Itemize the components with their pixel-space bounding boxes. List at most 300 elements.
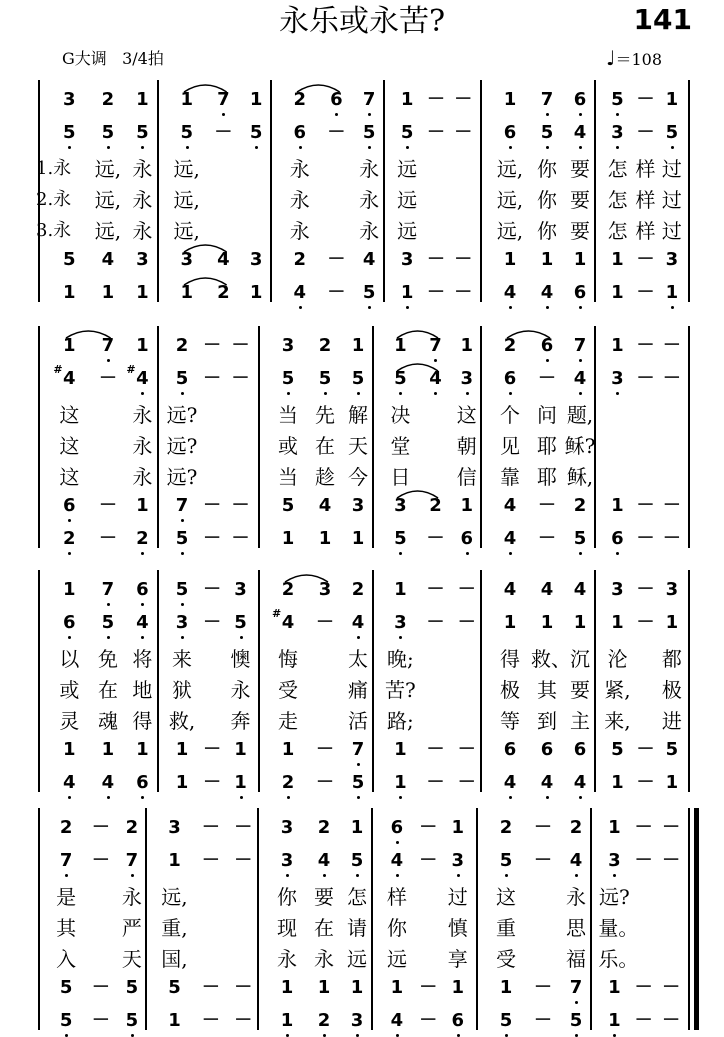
lower-octave-dot	[141, 552, 144, 555]
lyric-syllable: 以	[59, 647, 80, 671]
tenor-note: 5	[281, 495, 295, 516]
lyric-syllable: 主	[570, 709, 590, 733]
lyric-syllable: 悔	[278, 647, 298, 671]
tenor-note: 1	[281, 739, 295, 760]
bass-note: 5	[59, 1010, 73, 1031]
lower-octave-dot	[131, 874, 134, 877]
bass-note: 4	[390, 1010, 404, 1031]
lyric-syllable: 极	[500, 678, 520, 702]
lyric-syllable: 永	[230, 678, 251, 702]
slur	[182, 274, 229, 286]
soprano-note: 2	[318, 335, 332, 356]
lyric-syllable: 日	[390, 465, 411, 489]
lyric-syllable: 慎	[447, 916, 468, 940]
lower-octave-dot	[107, 146, 110, 149]
bass-note: 1	[280, 1010, 294, 1031]
soprano-note: 7	[573, 335, 587, 356]
lyric-syllable: 先	[315, 403, 335, 427]
lyric-syllable: 苦?	[385, 678, 416, 702]
lower-octave-dot	[107, 359, 110, 362]
lyric-syllable: 远,	[173, 188, 200, 212]
bass-note: －	[419, 1010, 438, 1031]
soprano-note: 3	[665, 579, 679, 600]
tenor-note: －	[634, 977, 653, 998]
soprano-note: 2	[101, 89, 115, 110]
lower-octave-dot	[68, 796, 71, 799]
alto-note: 1	[168, 850, 181, 871]
bass-note: －	[427, 282, 446, 303]
lyric-syllable: 过	[661, 219, 682, 243]
barline	[688, 80, 690, 302]
alto-note: 3	[175, 612, 189, 633]
lyric-syllable: 过	[447, 885, 468, 909]
lyric-syllable: 入	[56, 947, 77, 971]
lyric-syllable: 活	[348, 709, 368, 733]
bass-note: －	[426, 528, 445, 549]
barline	[688, 570, 690, 792]
bass-note: －	[316, 772, 334, 793]
alto-note: 1	[573, 612, 587, 633]
alto-note: 4	[429, 368, 442, 389]
tenor-note: 3	[665, 249, 679, 270]
soprano-note: －	[634, 817, 653, 838]
alto-note: 3	[394, 612, 407, 633]
alto-note: 5	[400, 122, 414, 143]
lyric-syllable: 永	[289, 188, 310, 212]
tenor-note: 3	[394, 495, 407, 516]
bass-note: 6	[136, 772, 149, 793]
lyric-syllable: 紧,	[604, 678, 631, 702]
soprano-note: 4	[540, 579, 554, 600]
lyric-syllable: 永	[566, 885, 586, 909]
lyric-syllable: 永	[132, 188, 153, 212]
lyric-syllable: 永	[359, 219, 380, 243]
barline	[38, 326, 40, 548]
alto-note: 4	[136, 368, 149, 389]
tenor-note: －	[457, 739, 476, 760]
barline	[688, 326, 690, 548]
lower-octave-dot	[368, 146, 371, 149]
tenor-note: 2	[573, 495, 587, 516]
lower-octave-dot	[509, 392, 512, 395]
lower-octave-dot	[457, 874, 460, 877]
lyric-syllable: 都	[661, 647, 682, 671]
soprano-note: 1	[394, 335, 407, 356]
lower-octave-dot	[141, 796, 144, 799]
lower-octave-dot	[335, 113, 338, 116]
soprano-note: 2	[351, 579, 365, 600]
soprano-note: 2	[175, 335, 189, 356]
soprano-note: 7	[217, 89, 230, 110]
tenor-note: 4	[318, 495, 332, 516]
barline	[38, 808, 40, 1030]
barline	[480, 80, 482, 302]
lyric-syllable: 样	[635, 157, 656, 181]
lower-octave-dot	[579, 552, 582, 555]
barline	[480, 570, 482, 792]
alto-note: 5	[175, 368, 189, 389]
tenor-note: 4	[503, 495, 517, 516]
alto-note: －	[98, 368, 117, 389]
tempo-marking	[606, 46, 662, 70]
lyric-syllable: 思	[566, 916, 586, 940]
alto-note: 5	[665, 122, 679, 143]
tenor-note: 6	[503, 739, 517, 760]
tenor-note: 1	[63, 739, 76, 760]
lower-octave-dot	[141, 392, 144, 395]
barline	[38, 570, 40, 792]
lower-octave-dot	[509, 306, 512, 309]
lower-octave-dot	[141, 636, 144, 639]
soprano-note: 6	[540, 335, 554, 356]
tenor-note: 3	[249, 249, 263, 270]
bass-note: －	[636, 282, 655, 303]
lower-octave-dot	[466, 552, 469, 555]
lyric-syllable: 远,	[161, 885, 188, 909]
lower-octave-dot	[107, 603, 110, 606]
lyric-syllable: 远,	[496, 188, 524, 212]
barline	[258, 570, 260, 792]
lyric-syllable: 朝	[456, 434, 477, 458]
tenor-note: 4	[217, 249, 230, 270]
key-time-signature	[62, 46, 164, 69]
alto-note: 6	[503, 368, 517, 389]
alto-note: －	[419, 850, 438, 871]
bass-note: 6	[573, 282, 587, 303]
bass-note: 1	[394, 772, 407, 793]
slur	[283, 571, 330, 583]
bass-note: －	[636, 772, 655, 793]
alto-note: －	[426, 612, 445, 633]
bass-note: 1	[665, 282, 679, 303]
alto-note: 3	[451, 850, 464, 871]
lower-octave-dot	[357, 636, 360, 639]
alto-note: 5	[101, 122, 115, 143]
tenor-note: －	[419, 977, 438, 998]
soprano-note: －	[426, 579, 445, 600]
barline	[270, 80, 272, 302]
lyric-syllable: 魂	[97, 709, 118, 733]
lower-octave-dot	[671, 146, 674, 149]
lower-octave-dot	[299, 146, 302, 149]
verse-2-start: 2.永	[36, 189, 72, 210]
tenor-note: －	[636, 495, 655, 516]
alto-note: 5	[281, 368, 295, 389]
alto-note: 5	[101, 612, 115, 633]
lyric-syllable: 趁	[315, 465, 335, 489]
bass-note: 5	[175, 528, 189, 549]
soprano-note: 1	[460, 335, 473, 356]
bass-note: －	[98, 528, 117, 549]
lyric-syllable: 问	[537, 403, 557, 427]
lower-octave-dot	[546, 113, 549, 116]
lower-octave-dot	[434, 392, 437, 395]
lower-octave-dot	[406, 306, 409, 309]
tenor-note: 1	[394, 739, 407, 760]
tenor-note: 1	[101, 739, 115, 760]
alto-note: －	[91, 850, 110, 871]
alto-note: 4	[569, 850, 583, 871]
soprano-note: 1	[63, 579, 76, 600]
lyric-syllable: 或	[59, 678, 80, 702]
lyric-syllable: 重	[496, 916, 516, 940]
bass-note: 1	[665, 772, 679, 793]
alto-note: 5	[318, 368, 332, 389]
alto-note: 4	[63, 368, 76, 389]
lower-octave-dot	[181, 636, 184, 639]
lyric-syllable: 过	[661, 157, 682, 181]
soprano-note: 1	[136, 89, 149, 110]
soprano-note: －	[203, 335, 222, 356]
bass-note: 1	[351, 528, 365, 549]
alto-note: 4	[573, 122, 587, 143]
bass-note: 4	[540, 772, 554, 793]
lyric-syllable: 进	[661, 709, 682, 733]
bass-note: 4	[503, 528, 517, 549]
soprano-note: 2	[503, 335, 517, 356]
tenor-note: 7	[569, 977, 583, 998]
bass-note: 1	[180, 282, 193, 303]
tenor-note: －	[538, 495, 556, 516]
lower-octave-dot	[579, 392, 582, 395]
soprano-note: 5	[175, 579, 189, 600]
lower-octave-dot	[509, 146, 512, 149]
lyric-syllable: 信	[456, 465, 477, 489]
lyric-syllable: 受	[496, 947, 516, 971]
bass-note: －	[634, 1010, 653, 1031]
soprano-note: 2	[293, 89, 306, 110]
lower-octave-dot	[368, 306, 371, 309]
soprano-note: －	[534, 817, 552, 838]
lyric-syllable: 救,	[168, 709, 196, 733]
lyric-syllable: 远,	[94, 157, 122, 181]
lyric-syllable: 稣,	[566, 465, 594, 489]
lyric-syllable: 懊	[230, 647, 251, 671]
alto-note: 1	[503, 612, 517, 633]
alto-note: 5	[350, 850, 364, 871]
tenor-note: －	[201, 977, 220, 998]
alto-note: 1	[540, 612, 554, 633]
tenor-note: －	[234, 977, 253, 998]
bass-note: 5	[573, 528, 587, 549]
soprano-note: 3	[234, 579, 247, 600]
lower-octave-dot	[286, 874, 289, 877]
lower-octave-dot	[141, 146, 144, 149]
alto-note: －	[662, 850, 681, 871]
alto-note: 3	[280, 850, 294, 871]
slur	[64, 327, 113, 339]
tenor-note: 5	[63, 249, 76, 270]
soprano-note: 6	[330, 89, 343, 110]
tenor-note: 4	[362, 249, 376, 270]
lyric-syllable: 天	[348, 434, 368, 458]
lyric-syllable: 见	[500, 434, 520, 458]
soprano-note: －	[662, 335, 681, 356]
soprano-note: 5	[611, 89, 624, 110]
bass-note: 5	[394, 528, 407, 549]
lyric-syllable: 永	[121, 885, 142, 909]
soprano-note: －	[231, 335, 250, 356]
lyric-syllable: 国,	[161, 947, 188, 971]
lyric-syllable: 要	[570, 188, 590, 212]
lower-octave-dot	[357, 796, 360, 799]
lower-octave-dot	[141, 603, 144, 606]
tenor-note: 3	[180, 249, 193, 270]
lower-octave-dot	[299, 306, 302, 309]
alto-note: 5	[362, 122, 376, 143]
alto-note: 7	[125, 850, 139, 871]
bass-note: －	[454, 282, 473, 303]
lyric-syllable: 永	[277, 947, 297, 971]
lyric-syllable: 当	[278, 465, 298, 489]
alto-note: 1	[665, 612, 679, 633]
lyric-syllable: 远	[397, 188, 418, 212]
lyric-syllable: 晚;	[387, 647, 414, 671]
alto-note: 4	[351, 612, 365, 633]
bass-note: 1	[318, 528, 332, 549]
lower-octave-dot	[255, 146, 258, 149]
lyric-syllable: 灵	[59, 709, 80, 733]
lyric-syllable: 耶	[537, 465, 557, 489]
soprano-note: 6	[136, 579, 149, 600]
alto-note: 5	[180, 122, 193, 143]
lower-octave-dot	[546, 359, 549, 362]
tenor-note: 1	[280, 977, 294, 998]
lyric-syllable: 永	[359, 157, 380, 181]
key-signature: G大调	[62, 49, 107, 68]
soprano-note: 4	[573, 579, 587, 600]
alto-note: －	[538, 368, 556, 389]
lower-octave-dot	[546, 146, 549, 149]
bass-note: 5	[362, 282, 376, 303]
lyric-syllable: 狱	[172, 678, 193, 702]
slur	[395, 327, 440, 339]
lyric-syllable: 你	[537, 157, 557, 181]
lyric-syllable: 远,	[94, 219, 122, 243]
tenor-note: 7	[175, 495, 189, 516]
lower-octave-dot	[399, 392, 402, 395]
alto-note: －	[662, 368, 681, 389]
soprano-note: 1	[394, 579, 407, 600]
alto-note: 4	[573, 368, 587, 389]
tenor-note: 5	[665, 739, 679, 760]
soprano-note: －	[91, 817, 110, 838]
alto-note: －	[457, 612, 476, 633]
lyric-syllable: 等	[500, 709, 520, 733]
soprano-note: 2	[59, 817, 73, 838]
alto-note: －	[327, 122, 346, 143]
lower-octave-dot	[240, 636, 243, 639]
tenor-note: 1	[390, 977, 404, 998]
alto-note: －	[636, 122, 655, 143]
lyric-syllable: 今	[348, 465, 368, 489]
soprano-note: －	[454, 89, 473, 110]
tenor-note: －	[662, 495, 681, 516]
lower-octave-dot	[357, 763, 360, 766]
lyric-syllable: 得	[500, 647, 520, 671]
bass-note: －	[538, 528, 556, 549]
alto-note: 5	[499, 850, 513, 871]
tenor-note: 1	[317, 977, 331, 998]
hymn-title: 永乐或永苦?	[278, 4, 446, 39]
lower-octave-dot	[65, 874, 68, 877]
bass-note: 2	[217, 282, 230, 303]
soprano-note: 2	[499, 817, 513, 838]
alto-note: 3	[460, 368, 473, 389]
tenor-note: 5	[611, 739, 624, 760]
soprano-note: －	[419, 817, 438, 838]
bass-note: 5	[499, 1010, 513, 1031]
lyric-syllable: 这	[59, 465, 80, 489]
lyric-syllable: 远,	[94, 188, 122, 212]
lyric-syllable: 极	[661, 678, 682, 702]
lower-octave-dot	[287, 392, 290, 395]
lyric-syllable: 靠	[500, 465, 520, 489]
lyric-syllable: 路;	[387, 709, 414, 733]
lyric-syllable: 堂	[390, 434, 411, 458]
lyric-syllable: 稣?	[564, 434, 596, 458]
lyric-syllable: 永	[132, 465, 153, 489]
soprano-note: 1	[608, 817, 621, 838]
lyric-syllable: 你	[537, 188, 557, 212]
lower-octave-dot	[68, 146, 71, 149]
lower-octave-dot	[613, 874, 616, 877]
sharp-sign: #	[272, 607, 282, 620]
bass-note: －	[662, 528, 681, 549]
lower-octave-dot	[406, 146, 409, 149]
soprano-note: －	[427, 89, 446, 110]
bass-note: 4	[503, 772, 517, 793]
lyric-syllable: 样	[386, 885, 407, 909]
bass-note: 5	[125, 1010, 139, 1031]
lyric-syllable: 严	[121, 916, 142, 940]
lyric-syllable: 永	[314, 947, 334, 971]
lyric-syllable: 远	[397, 219, 418, 243]
bass-note: －	[457, 772, 476, 793]
lower-octave-dot	[222, 113, 225, 116]
lyric-syllable: 来,	[604, 709, 631, 733]
soprano-note: －	[203, 579, 222, 600]
alto-note: 5	[234, 612, 247, 633]
lyric-syllable: 永	[132, 219, 153, 243]
lower-octave-dot	[68, 552, 71, 555]
bass-note: 1	[101, 282, 115, 303]
soprano-note: 2	[569, 817, 583, 838]
lower-octave-dot	[68, 519, 71, 522]
lyric-syllable: 或	[278, 434, 298, 458]
lyric-syllable: 过	[661, 188, 682, 212]
lyric-syllable: 救、	[531, 647, 571, 671]
bass-note: 6	[611, 528, 624, 549]
tenor-note: 3	[136, 249, 149, 270]
alto-note: －	[634, 850, 653, 871]
lyric-syllable: 样	[635, 188, 656, 212]
lower-octave-dot	[399, 796, 402, 799]
lyric-syllable: 你	[386, 916, 407, 940]
lower-octave-dot	[396, 874, 399, 877]
lyric-syllable: 远	[386, 947, 407, 971]
tenor-note: 1	[611, 249, 624, 270]
soprano-note: 7	[101, 579, 115, 600]
lyric-syllable: 个	[500, 403, 520, 427]
lyric-syllable: 地	[132, 678, 153, 702]
tenor-note: 5	[168, 977, 181, 998]
lyric-syllable: 决	[390, 403, 411, 427]
alto-note: 3	[608, 850, 621, 871]
bass-note: 5	[569, 1010, 583, 1031]
tenor-note: －	[91, 977, 110, 998]
soprano-note: －	[201, 817, 220, 838]
